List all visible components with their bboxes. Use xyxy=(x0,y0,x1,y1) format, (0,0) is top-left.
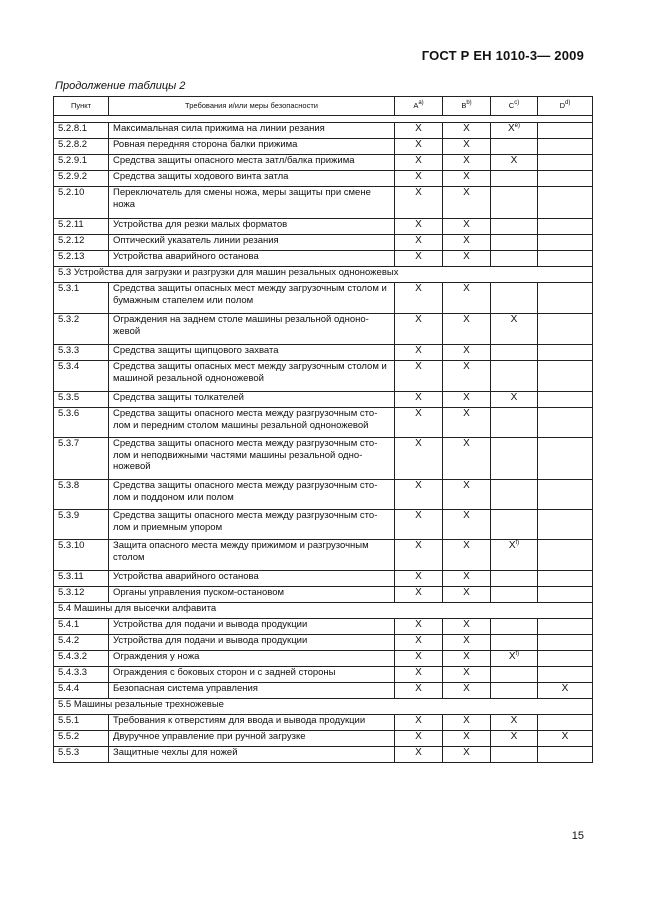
mark-d xyxy=(538,715,593,731)
mark-a-value: X xyxy=(415,480,422,491)
mark-b-value: X xyxy=(463,171,470,182)
mark-a xyxy=(395,392,443,408)
mark-a xyxy=(395,187,443,219)
mark-c-value: X xyxy=(510,715,518,726)
mark-b xyxy=(443,219,491,235)
row-number: 5.5.3 xyxy=(54,747,109,763)
mark-b-value: X xyxy=(463,123,470,134)
mark-a-value: X xyxy=(415,651,422,662)
mark-b xyxy=(443,171,491,187)
mark-d xyxy=(538,571,593,587)
mark-c xyxy=(491,587,538,603)
mark-b xyxy=(443,683,491,699)
row-number: 5.4.1 xyxy=(54,619,109,635)
mark-c xyxy=(491,171,538,187)
mark-c-value: X xyxy=(510,731,518,742)
row-requirement: Требования к отверстиям для ввода и вывода продукции xyxy=(109,715,395,731)
mark-d xyxy=(538,155,593,171)
mark-d xyxy=(538,345,593,361)
table-row xyxy=(54,392,593,408)
mark-b-value: X xyxy=(463,715,470,726)
mark-b xyxy=(443,587,491,603)
table-row xyxy=(54,651,593,667)
mark-b xyxy=(443,361,491,392)
mark-d xyxy=(538,408,593,438)
mark-b-value: X xyxy=(463,251,470,262)
section-title: 5.5 Машины резальные трехножевые xyxy=(54,699,593,715)
mark-d xyxy=(538,747,593,763)
mark-d xyxy=(538,171,593,187)
row-requirement: Устройства для подачи и вывода продукции xyxy=(109,619,395,635)
mark-d xyxy=(538,651,593,667)
table-row xyxy=(54,235,593,251)
mark-a xyxy=(395,345,443,361)
mark-c xyxy=(491,619,538,635)
mark-c xyxy=(491,314,538,345)
document-code: ГОСТ Р ЕН 1010-3— 2009 xyxy=(421,48,584,63)
row-number: 5.3.2 xyxy=(54,314,109,345)
row-number: 5.3.4 xyxy=(54,361,109,392)
col-header-punkt: Пункт xyxy=(54,97,109,116)
mark-d-value: X xyxy=(561,731,569,742)
mark-b xyxy=(443,235,491,251)
mark-c xyxy=(491,438,538,480)
mark-b-value: X xyxy=(463,635,470,646)
table-header-row xyxy=(54,97,593,116)
mark-a-value: X xyxy=(415,235,422,246)
row-requirement: Устройства аварийного останова xyxy=(109,571,395,587)
row-number: 5.3.3 xyxy=(54,345,109,361)
mark-d xyxy=(538,667,593,683)
mark-a xyxy=(395,139,443,155)
mark-b xyxy=(443,283,491,314)
table-row xyxy=(54,683,593,699)
mark-d xyxy=(538,361,593,392)
section-row xyxy=(54,267,593,283)
col-header-a: $A^{a)}$ xyxy=(395,97,443,116)
safety-requirements-table xyxy=(53,96,593,763)
row-requirement: Органы управления пуском-остановом xyxy=(109,587,395,603)
mark-b xyxy=(443,571,491,587)
row-number: 5.2.13 xyxy=(54,251,109,267)
mark-a xyxy=(395,123,443,139)
row-number: 5.2.9.1 xyxy=(54,155,109,171)
mark-c xyxy=(491,408,538,438)
mark-d xyxy=(538,683,593,699)
mark-a-value: X xyxy=(415,540,422,551)
row-number: 5.3.11 xyxy=(54,571,109,587)
mark-b xyxy=(443,187,491,219)
row-requirement: Средства защиты опасного места между разгрузочным столом и неподвижными частями машины резальной одноножевой xyxy=(109,438,395,480)
mark-b-value: X xyxy=(463,438,470,449)
col-header-requirements: Требования и/или меры безопасности xyxy=(109,97,395,116)
mark-b-value: X xyxy=(463,392,470,403)
mark-a-value: X xyxy=(415,392,422,403)
mark-c xyxy=(491,251,538,267)
mark-a xyxy=(395,635,443,651)
mark-b-value: X xyxy=(463,651,470,662)
mark-b-value: X xyxy=(463,187,470,198)
mark-b-value: X xyxy=(463,361,470,372)
mark-c-value: X xyxy=(510,314,518,325)
mark-b-value: X xyxy=(463,540,470,551)
mark-a xyxy=(395,438,443,480)
row-requirement: Средства защиты опасного места затл/балка прижима xyxy=(109,155,395,171)
mark-a xyxy=(395,408,443,438)
mark-b-value: X xyxy=(463,571,470,582)
table-row xyxy=(54,251,593,267)
mark-b-value: X xyxy=(463,731,470,742)
mark-d xyxy=(538,251,593,267)
table-row xyxy=(54,139,593,155)
mark-c xyxy=(491,155,538,171)
mark-c xyxy=(491,139,538,155)
mark-a-value: X xyxy=(415,314,422,325)
mark-a-value: X xyxy=(415,155,422,166)
mark-d xyxy=(538,438,593,480)
mark-c xyxy=(491,235,538,251)
mark-d xyxy=(538,219,593,235)
mark-d xyxy=(538,283,593,314)
mark-d xyxy=(538,635,593,651)
mark-d xyxy=(538,510,593,540)
table-row xyxy=(54,747,593,763)
table-row xyxy=(54,283,593,314)
mark-a xyxy=(395,361,443,392)
page-number: 15 xyxy=(571,830,584,842)
row-requirement: Защита опасного места между прижимом и разгрузочным столом xyxy=(109,540,395,571)
mark-a-value: X xyxy=(415,683,422,694)
table-row xyxy=(54,587,593,603)
row-requirement: Средства защиты щипцового захвата xyxy=(109,345,395,361)
table-row xyxy=(54,345,593,361)
row-requirement: Средства защиты опасного места между разгрузочным столом и передним столом машины резальной одноножевой xyxy=(109,408,395,438)
mark-c-value: X xyxy=(508,651,516,662)
mark-d xyxy=(538,540,593,571)
mark-b xyxy=(443,540,491,571)
mark-a xyxy=(395,251,443,267)
mark-c xyxy=(491,123,538,139)
table-row xyxy=(54,571,593,587)
row-requirement: Переключатель для смены ножа, меры защиты при смене ножа xyxy=(109,187,395,219)
row-number: 5.4.4 xyxy=(54,683,109,699)
row-requirement: Устройства для подачи и вывода продукции xyxy=(109,635,395,651)
mark-d xyxy=(538,480,593,510)
mark-b-value: X xyxy=(463,139,470,150)
mark-b-value: X xyxy=(463,587,470,598)
mark-a-value: X xyxy=(415,747,422,758)
row-requirement: Ограждения с боковых сторон и с задней стороны xyxy=(109,667,395,683)
table-row xyxy=(54,187,593,219)
mark-a-value: X xyxy=(415,283,422,294)
section-title: 5.3 Устройства для загрузки и разгрузки для машин резальных одноножевых xyxy=(54,267,593,283)
mark-c xyxy=(491,747,538,763)
mark-b-value: X xyxy=(463,747,470,758)
mark-a-value: X xyxy=(415,667,422,678)
mark-b xyxy=(443,155,491,171)
mark-a-value: X xyxy=(415,438,422,449)
mark-a xyxy=(395,731,443,747)
mark-b-value: X xyxy=(463,235,470,246)
mark-b-value: X xyxy=(463,314,470,325)
row-number: 5.2.8.1 xyxy=(54,123,109,139)
mark-c-value: X xyxy=(507,123,515,134)
header-gap-row xyxy=(54,116,593,123)
table-row xyxy=(54,361,593,392)
mark-b-value: X xyxy=(463,480,470,491)
mark-a-value: X xyxy=(415,187,422,198)
mark-a xyxy=(395,747,443,763)
mark-c xyxy=(491,392,538,408)
mark-c xyxy=(491,571,538,587)
table-row xyxy=(54,510,593,540)
col-header-b: $B^{b)}$ xyxy=(443,97,491,116)
row-number: 5.3.10 xyxy=(54,540,109,571)
table-row xyxy=(54,155,593,171)
mark-a-value: X xyxy=(415,510,422,521)
table-caption: Продолжение таблицы 2 xyxy=(55,80,186,92)
row-number: 5.3.12 xyxy=(54,587,109,603)
mark-b-value: X xyxy=(463,345,470,356)
mark-b-value: X xyxy=(463,683,470,694)
mark-a xyxy=(395,283,443,314)
table-row xyxy=(54,171,593,187)
mark-a xyxy=(395,587,443,603)
mark-b xyxy=(443,715,491,731)
mark-d xyxy=(538,139,593,155)
row-requirement: Ограждения на заднем столе машины резальной одноножевой xyxy=(109,314,395,345)
mark-d xyxy=(538,619,593,635)
section-row xyxy=(54,603,593,619)
mark-c xyxy=(491,683,538,699)
mark-c xyxy=(491,345,538,361)
row-number: 5.2.12 xyxy=(54,235,109,251)
mark-a-value: X xyxy=(415,635,422,646)
mark-a-value: X xyxy=(415,219,422,230)
mark-c xyxy=(491,715,538,731)
mark-a xyxy=(395,683,443,699)
row-number: 5.4.3.3 xyxy=(54,667,109,683)
mark-a xyxy=(395,314,443,345)
mark-c xyxy=(491,480,538,510)
mark-a xyxy=(395,480,443,510)
row-number: 5.2.9.2 xyxy=(54,171,109,187)
table-row xyxy=(54,540,593,571)
mark-b-value: X xyxy=(463,510,470,521)
mark-d xyxy=(538,314,593,345)
mark-b xyxy=(443,139,491,155)
mark-a-value: X xyxy=(415,731,422,742)
mark-c xyxy=(491,219,538,235)
mark-a xyxy=(395,155,443,171)
mark-c xyxy=(491,667,538,683)
mark-d xyxy=(538,235,593,251)
mark-a-value: X xyxy=(415,345,422,356)
mark-a xyxy=(395,715,443,731)
row-number: 5.4.2 xyxy=(54,635,109,651)
table-row xyxy=(54,635,593,651)
mark-a-value: X xyxy=(415,571,422,582)
row-requirement: Ровная передняя сторона балки прижима xyxy=(109,139,395,155)
mark-b-value: X xyxy=(463,283,470,294)
row-requirement: Максимальная сила прижима на линии резания xyxy=(109,123,395,139)
footnote-ref: e) xyxy=(514,123,520,129)
mark-c xyxy=(491,540,538,571)
mark-a xyxy=(395,510,443,540)
table-row xyxy=(54,667,593,683)
row-requirement: Устройства для резки малых форматов xyxy=(109,219,395,235)
mark-b xyxy=(443,123,491,139)
mark-b xyxy=(443,510,491,540)
mark-a xyxy=(395,219,443,235)
col-header-c: $C^{c)}$ xyxy=(491,97,538,116)
mark-c-value: X xyxy=(510,392,518,403)
row-requirement: Двуручное управление при ручной загрузке xyxy=(109,731,395,747)
mark-b xyxy=(443,651,491,667)
row-number: 5.5.1 xyxy=(54,715,109,731)
mark-c-value: X xyxy=(510,155,518,166)
mark-b-value: X xyxy=(463,619,470,630)
table-row xyxy=(54,408,593,438)
mark-c xyxy=(491,510,538,540)
mark-b xyxy=(443,345,491,361)
mark-c xyxy=(491,731,538,747)
mark-a xyxy=(395,571,443,587)
mark-b-value: X xyxy=(463,408,470,419)
mark-d xyxy=(538,123,593,139)
row-number: 5.3.1 xyxy=(54,283,109,314)
row-requirement: Защитные чехлы для ножей xyxy=(109,747,395,763)
section-title: 5.4 Машины для высечки алфавита xyxy=(54,603,593,619)
mark-a-value: X xyxy=(415,139,422,150)
table-row xyxy=(54,480,593,510)
table-row xyxy=(54,219,593,235)
mark-b xyxy=(443,619,491,635)
row-number: 5.3.9 xyxy=(54,510,109,540)
mark-c xyxy=(491,635,538,651)
row-requirement: Ограждения у ножа xyxy=(109,651,395,667)
mark-b xyxy=(443,480,491,510)
mark-d xyxy=(538,392,593,408)
row-number: 5.3.6 xyxy=(54,408,109,438)
table-row xyxy=(54,314,593,345)
mark-b xyxy=(443,747,491,763)
mark-b xyxy=(443,251,491,267)
mark-a xyxy=(395,619,443,635)
mark-d xyxy=(538,187,593,219)
row-requirement: Средства защиты ходового винта затла xyxy=(109,171,395,187)
mark-a xyxy=(395,540,443,571)
row-requirement: Оптический указатель линии резания xyxy=(109,235,395,251)
row-number: 5.3.7 xyxy=(54,438,109,480)
row-requirement: Средства защиты опасных мест между загрузочным столом и машиной резальной одноножевой xyxy=(109,361,395,392)
row-requirement: Безопасная система управления xyxy=(109,683,395,699)
table-row xyxy=(54,715,593,731)
mark-b-value: X xyxy=(463,155,470,166)
mark-a-value: X xyxy=(415,361,422,372)
mark-c xyxy=(491,283,538,314)
mark-b xyxy=(443,667,491,683)
mark-a-value: X xyxy=(415,408,422,419)
mark-a-value: X xyxy=(415,251,422,262)
col-header-d: $D^{d)}$ xyxy=(538,97,593,116)
mark-d xyxy=(538,731,593,747)
row-requirement: Устройства аварийного останова xyxy=(109,251,395,267)
mark-c-value: X xyxy=(508,540,516,551)
footnote-ref: f) xyxy=(515,540,520,546)
table-row xyxy=(54,123,593,139)
row-number: 5.2.8.2 xyxy=(54,139,109,155)
row-requirement: Средства защиты опасного места между разгрузочным столом и поддоном или полом xyxy=(109,480,395,510)
mark-b-value: X xyxy=(463,219,470,230)
mark-a-value: X xyxy=(415,619,422,630)
mark-a-value: X xyxy=(415,587,422,598)
mark-b-value: X xyxy=(463,667,470,678)
row-number: 5.5.2 xyxy=(54,731,109,747)
footnote-ref: f) xyxy=(515,651,520,657)
mark-c xyxy=(491,651,538,667)
table-row xyxy=(54,619,593,635)
mark-a xyxy=(395,667,443,683)
mark-c xyxy=(491,187,538,219)
mark-b xyxy=(443,438,491,480)
mark-d-value: X xyxy=(561,683,569,694)
mark-a-value: X xyxy=(415,123,422,134)
mark-a-value: X xyxy=(415,715,422,726)
mark-a xyxy=(395,171,443,187)
row-requirement: Средства защиты толкателей xyxy=(109,392,395,408)
mark-a xyxy=(395,651,443,667)
row-requirement: Средства защиты опасного места между разгрузочным столом и приемным упором xyxy=(109,510,395,540)
row-number: 5.2.10 xyxy=(54,187,109,219)
row-number: 5.3.8 xyxy=(54,480,109,510)
mark-b xyxy=(443,731,491,747)
mark-a-value: X xyxy=(415,171,422,182)
row-number: 5.2.11 xyxy=(54,219,109,235)
mark-b xyxy=(443,314,491,345)
mark-b xyxy=(443,392,491,408)
mark-a xyxy=(395,235,443,251)
row-requirement: Средства защиты опасных мест между загрузочным столом и бумажным стапелем или полом xyxy=(109,283,395,314)
table-row xyxy=(54,438,593,480)
mark-d xyxy=(538,587,593,603)
mark-c xyxy=(491,361,538,392)
mark-b xyxy=(443,408,491,438)
row-number: 5.4.3.2 xyxy=(54,651,109,667)
section-row xyxy=(54,699,593,715)
mark-b xyxy=(443,635,491,651)
table-row xyxy=(54,731,593,747)
row-number: 5.3.5 xyxy=(54,392,109,408)
